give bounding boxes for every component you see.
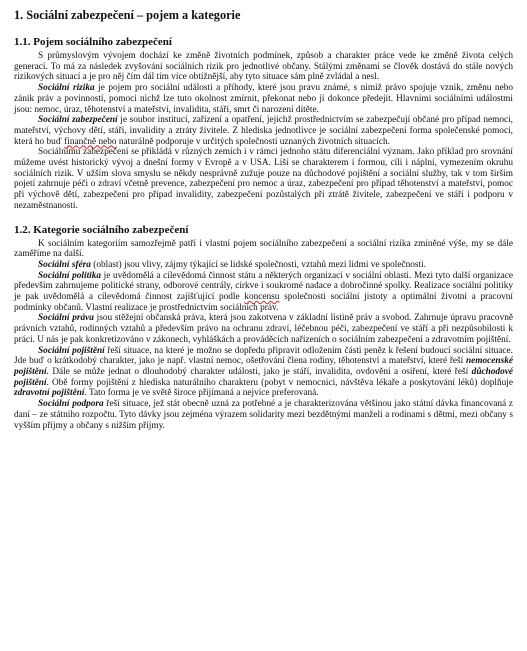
paragraph-text: je soubor institucí, zařízení a opatření, jejichž prostřednictvím se zabezpečují občané pro případ nemoci, mateřství, výchovy dětí, stáří, invalidity a ztráty živitele. Z hlediska jednotlivce je sociální zabezpečení forma společenské pomoci, která ho buď (14, 115, 514, 147)
term-socialni-politika: Sociální politika (38, 270, 102, 281)
section-title-kategorie: 1.2. Kategorie sociálního zabezpečení (14, 223, 189, 236)
paragraph (14, 313, 513, 345)
paragraph-text: společnosti sociální jistoty a optimální životní a pracovní podmínky občanů. Vlastní realizace je prostřednictvím sociálních práv. (14, 292, 513, 313)
paragraph-text: je uvědomělá a cílevědomá činnost státu a některých organizací v sociální oblasti. Mezi tyto další organizace především zahrnujeme politické strany, odborové centrály, církve i soukromé nadace a dobročinné spolky. Realizace sociální politiky je pak uvědomělá a cílevědomá činnost zajišťující podle (14, 270, 513, 303)
paragraph: S průmyslovým vývojem dochází ke změně životních podmínek, způsob a charakter práce vede ke změně života celých generací. To má za následek zvyšování sociálních rizik pro jednotlivé občany. Stálými změnami se člověk dostává do stále nových rizikových situací a je pro něj čím dál tím více obtížnější, aby tyto situace sám plně zvládal a nesl. (14, 51, 513, 83)
spellcheck-word: koncensu (244, 292, 280, 303)
term-socialni-podpora: Sociální podpora (38, 399, 104, 410)
paragraph-text: (oblast) jsou vlivy, zájmy týkající se lidské společnosti, vztahů mezi lidmi ve společnosti. (90, 259, 427, 270)
term-socialni-pojisteni: Sociální pojištění (38, 345, 105, 356)
paragraph (14, 115, 513, 147)
section-title-pojem: 1.1. Pojem sociálního zabezpečení (14, 36, 172, 48)
term-duchodove-pojisteni: důchodové pojištění (14, 366, 513, 388)
paragraph-text: řeší situace, na které je možno se dopředu připravit odložením části peněz k řešení budoucí sociální situace. Jde buď o krátkodobý charakter, jako je např. vlastní nemoc, ošetřování člena rodiny, těhotenství a mateřství, které řeší (14, 345, 514, 367)
spellcheck-word: finančně nebo (64, 136, 117, 147)
term-socialni-zabezpeceni: Sociální zabezpečení (38, 115, 118, 126)
term-socialni-sfera: Sociální sféra (38, 259, 91, 270)
paragraph-text: řeší situace, jež stát obecně uzná za potřebné a je charakterizována většinou jako státní dávka financovaná z daní – ze státního rozpočtu. Tyto dávky jsou zejména výrazem solidarity mezi bezdětnými manželi a rodinami s dětmi, mezi občany s vyšším příjmy a občany s nižším příjmy. (14, 399, 513, 431)
paragraph-text: . Obě formy pojištění z hlediska naturálního charakteru (pobyt v nemocnici, návštěva lékaře a poskytování léků) doplňuje (46, 377, 513, 388)
term-socialni-rizika: Sociální rizika (38, 83, 95, 94)
paragraph (14, 346, 513, 400)
paragraph-text: . Tato forma je ve světě široce přijímaná a nejvíce preferovaná. (84, 388, 319, 399)
paragraph-text: jsou stěžejní občanská práva, která jsou zakotvena v základní listině práv a svobod. Zahrnuje úpravu pracovně právních vztahů, rodinných vztahů a především právo na ochranu zdraví, léčebnou péči, zabezpečení ve stáří a při nezpůsobilosti k práci. U nás je pak konkretizováno v zákonech, vyhláškách a prováděcích nařízeních o sociálním zabezpečení a zdravotním pojištění. (14, 313, 513, 345)
paragraph (14, 399, 513, 431)
term-zdravotni-pojisteni: zdravotní pojištění (14, 388, 85, 399)
paragraph-text: je pojem pro sociální události a příhody, které jsou pravu známé, s nimiž právo spojuje vznik, změnu nebo zánik práv a povinností, pomoci nichž lze tuto okolnost zmírnit, překonat nebo jí dokonce předejít. Hlavními sociálními událostmi jsou: nemoc, úraz, těhotenství a mateřství, invalidita, stáří, smrt či narození dítěte. (14, 83, 513, 115)
paragraph: Sociálnímu zabezpečení se přikládá v různých zemích i v rámci jednoho státu diferenciální význam. Jako příklad pro srovnání můžeme uvést historický vývoj a dnešní formy v Evropě a v USA. Liší se charakterem i formou, cíli i náplní, vymezením okruhu sociálních rizik. V užším slova smyslu se někdy nesprávně zužuje pouze na důchodové pojištění a sociální služby, tak v tom širším pojetí zahrnuje péči o zdraví včetně prevence, zabezpečení pro nemoc a úraz, zabezpečení pro případ těhotenství a mateřství, pomoc při výchově dětí, zabezpečení pro případ invalidity, zabezpečení pozůstalých při ztrátě živitele, zabezpečení ve stáří i podporu v nezaměstnanosti. (14, 147, 513, 211)
term-nemocenske-pojisteni: nemocenské pojištění (14, 356, 513, 377)
term-socialni-prava: Sociální práva (38, 313, 94, 324)
paragraph-text: naturálně podporuje v určitých společností uznaných životních situacích. (116, 136, 390, 147)
paragraph (14, 260, 513, 271)
paragraph: K sociálním kategoriím samozřejmě patří i vlastní pojem sociálního zabezpečení a sociální rizika zmíněné výše, my se dále zaměříme na další. (14, 238, 513, 260)
paragraph (14, 271, 513, 314)
paragraph-text: . Dále se může jednat o dlouhodobý charakter události, jako je stáří, invalidita, ovdovění a osiření, které řeší (46, 366, 472, 377)
paragraph (14, 83, 513, 115)
chapter-title: 1. Sociální zabezpečení – pojem a kategorie (14, 8, 241, 22)
